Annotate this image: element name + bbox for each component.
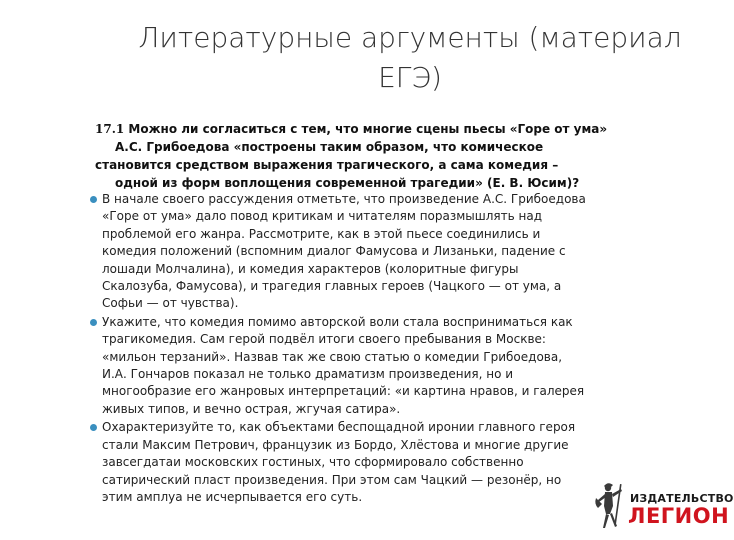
bullet-icon	[90, 319, 97, 326]
list-item-line: Охарактеризуйте то, как объектами беспощадной иронии главного героя	[102, 420, 576, 435]
list-item-line: стали Максим Петрович, французик из Бордо, Хлёстова и многие другие	[102, 437, 569, 452]
question-line-3: становится средством выражения трагического, а сама комедия –	[95, 158, 559, 172]
question-block	[95, 120, 695, 192]
slide-title-line-2: ЕГЭ)	[378, 61, 442, 94]
list-item-line: завсегдатаи московских гостиных, что сформировало собственно	[102, 455, 524, 470]
list-item-line: комедия положений (вспомним диалог Фамусова и Лизаньки, падение с	[102, 244, 566, 259]
list-item	[90, 314, 690, 418]
list-item-line: В начале своего рассуждения отметьте, что произведение А.С. Грибоедова	[102, 192, 586, 206]
question-line-4: одной из форм воплощения современной трагедии» (Е. В. Юсим)?	[115, 176, 580, 190]
list-item-line: Софьи — от чувства).	[102, 296, 239, 311]
list-item-line: «Горе от ума» дало повод критикам и читателям поразмышлять над	[102, 209, 543, 224]
argument-list	[90, 191, 690, 507]
list-item-line: лошади Молчалина), и комедия характеров (колоритные фигуры	[102, 261, 519, 276]
list-item-line: сатирический пласт произведения. При этом сам Чацкий — резонёр, но	[102, 472, 562, 487]
list-item-line: «мильон терзаний». Назвав так же свою статью о комедии Грибоедова,	[102, 349, 563, 364]
list-item-line: этим амплуа не исчерпывается его суть.	[102, 489, 363, 504]
list-item-line: многообразие его жанровых интерпретаций: «и картина нравов, и галерея	[102, 384, 585, 399]
list-item-line: Укажите, что комедия помимо авторской воли стала восприниматься как	[102, 314, 573, 329]
list-item-line: проблемой его жанра. Рассмотрите, как в этой пьесе соединились и	[102, 226, 541, 241]
publisher-logo	[594, 480, 734, 540]
publisher-label: ИЗДАТЕЛЬСТВО	[630, 492, 734, 505]
slide-title-line-1: Литературные аргументы (материал	[138, 21, 682, 54]
list-item-line: И.А. Гончаров показал не только драматизм произведения, но и	[102, 367, 514, 382]
question-line-1: Можно ли согласиться с тем, что многие сцены пьесы «Горе от ума»	[128, 122, 608, 136]
question-line-2: А.С. Грибоедова «построены таким образом, что комическое	[115, 140, 544, 154]
list-item-line: Скалозуба, Фамусова), и трагедия главных героев (Чацкого — от ума, а	[102, 279, 562, 294]
question-number: 17.1	[95, 122, 125, 136]
bullet-icon	[90, 424, 97, 431]
list-item	[90, 191, 690, 313]
bullet-icon	[90, 196, 97, 203]
publisher-name: ЛЕГИОН	[628, 504, 730, 528]
list-item-line: трагикомедия. Сам герой подвёл итоги своего пребывания в Москве:	[102, 332, 546, 347]
slide-title	[130, 18, 690, 98]
list-item-line: живых типов, и вечно острая, жгучая сатира».	[102, 401, 401, 416]
legionnaire-figure-icon	[594, 480, 630, 540]
